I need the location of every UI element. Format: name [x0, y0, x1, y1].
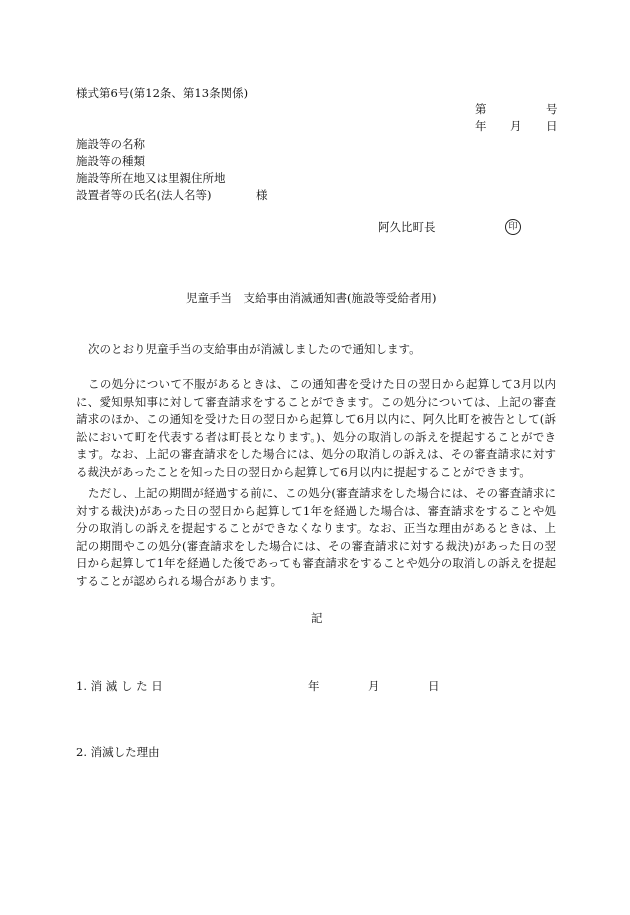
- facility-name-label: 施設等の名称: [76, 137, 145, 151]
- notice-paragraph-2: ただし、上記の期間が経過する前に、この処分(審査請求をした場合には、その審査請求に対する裁決)があった日の翌日から起算して1年を経過した場合は、審査請求をすることや処分の取消しの訴えを提起することができなくなります。なお、正当な理由があるときは、上記の期間やこの処分(審査請求をした場合には、その審査請求に対する裁決)があった日の翌日から起算して1年を経過した後であっても審査請求をすることや処分の取消しの訴えを提起することが認められる場合があります。: [76, 486, 556, 588]
- seal-icon: 印: [505, 219, 521, 235]
- founder-name-label: 設置者等の氏名(法人名等): [76, 188, 212, 202]
- intro-text: 次のとおり児童手当の支給事由が消滅しましたので通知します。: [88, 342, 421, 356]
- facility-type-label: 施設等の種類: [76, 154, 145, 168]
- document-title: 児童手当 支給事由消滅通知書(施設等受給者用): [186, 291, 437, 305]
- date-year: 年: [475, 119, 487, 133]
- item-2-label: 2. 消滅した理由: [76, 745, 160, 759]
- notice-paragraph-1: この処分について不服があるときは、この通知書を受けた日の翌日から起算して3月以内に、愛知県知事に対して審査請求をすることができます。この処分については、上記の審査請求のほか、この通知を受けた日の翌日から起算して6月以内に、阿久比町を被告として(訴訟において町を代表する者は町長となります。)、処分の取消しの訴えを提起することができます。なお、上記の審査請求をした場合には、処分の取消しの訴えは、その審査請求に対する裁決があったことを知った日の翌日から起算して6月以内に提起することができます。: [76, 377, 556, 479]
- facility-address-label: 施設等所在地又は里親住所地: [76, 171, 226, 185]
- honorific: 様: [256, 188, 268, 202]
- sender-title: 阿久比町長: [378, 220, 436, 234]
- item-1-label: 1. 消 滅 し た 日: [76, 679, 163, 693]
- item-1-year: 年: [308, 679, 320, 693]
- doc-number-suffix: 号: [546, 102, 558, 116]
- doc-number-prefix: 第: [475, 102, 487, 116]
- form-number: 様式第6号(第12条、第13条関係): [76, 86, 249, 100]
- item-1-day: 日: [428, 679, 440, 693]
- ki-heading: 記: [311, 611, 323, 625]
- date-day: 日: [546, 119, 558, 133]
- item-1-month: 月: [368, 679, 380, 693]
- date-month: 月: [510, 119, 522, 133]
